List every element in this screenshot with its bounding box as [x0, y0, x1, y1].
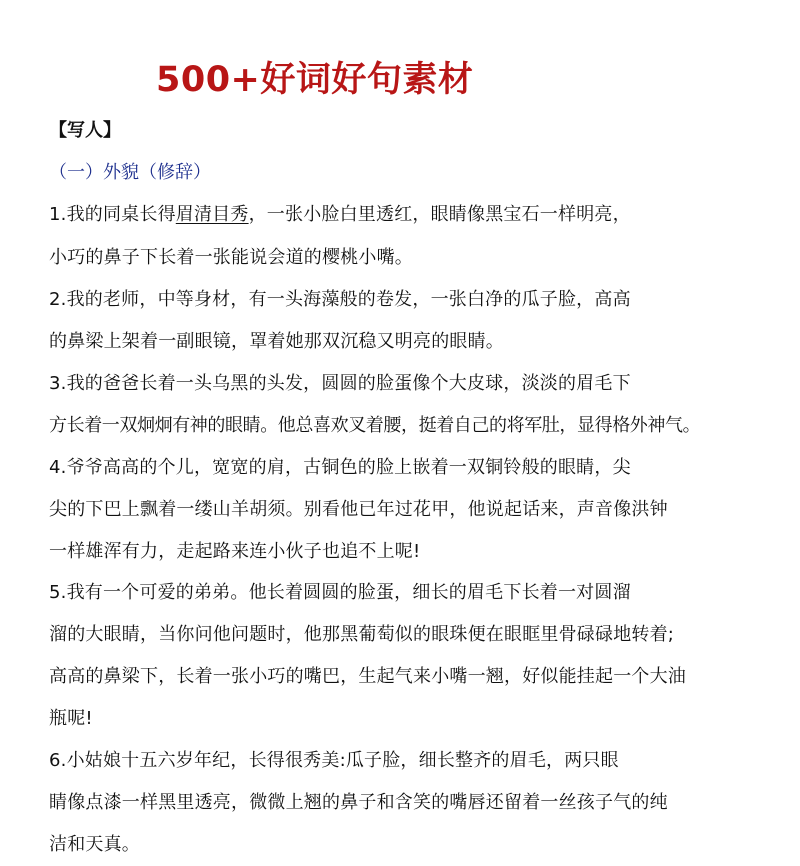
section-label: 【写人】 — [49, 120, 121, 141]
item-5-line-2: 溜的大眼睛，当你问他问题时，他那黑葡萄似的眼珠便在眼眶里骨碌碌地转着; — [49, 624, 675, 645]
underlined-phrase: 眉清目秀 — [175, 204, 249, 225]
item-4-line-3: 一样雄浑有力，走起路来连小伙子也追不上呢! — [49, 541, 421, 562]
item-3-line-1: 3.我的爸爸长着一头乌黑的头发，圆圆的脸蛋像个大皮球，淡淡的眉毛下 — [49, 373, 631, 394]
subsection-label: （一）外貌（修辞） — [49, 162, 211, 183]
item-1-line-1-suffix: ，一张小脸白里透红，眼睛像黑宝石一样明亮， — [248, 204, 631, 225]
item-6-line-2: 睛像点漆一样黑里透亮，微微上翘的鼻子和含笑的嘴唇还留着一丝孩子气的纯 — [49, 792, 668, 813]
item-2-line-1: 2.我的老师，中等身材，有一头海藻般的卷发，一张白净的瓜子脸，高高 — [49, 289, 631, 310]
item-1-line-1 — [49, 202, 631, 228]
item-2-line-2: 的鼻梁上架着一副眼镜，罩着她那双沉稳又明亮的眼睛。 — [49, 331, 504, 352]
item-5-line-1: 5.我有一个可爱的弟弟。他长着圆圆的脸蛋，细长的眉毛下长着一对圆溜 — [49, 582, 631, 603]
item-5-line-3: 高高的鼻梁下，长着一张小巧的嘴巴，生起气来小嘴一翘，好似能挂起一个大油 — [49, 666, 686, 687]
item-4-line-1: 4.爷爷高高的个儿，宽宽的肩，古铜色的脸上嵌着一双铜铃般的眼睛，尖 — [49, 457, 631, 478]
item-6-line-1: 6.小姑娘十五六岁年纪，长得很秀美:瓜子脸，细长整齐的眉毛，两只眼 — [49, 750, 619, 771]
item-3-line-2: 方长着一双炯炯有神的眼睛。他总喜欢叉着腰，挺着自己的将军肚，显得格外神气。 — [49, 415, 701, 436]
item-1-line-1-prefix: 1.我的同桌长得 — [49, 204, 176, 225]
item-4-line-2: 尖的下巴上飘着一缕山羊胡须。别看他已年过花甲，他说起话来，声音像洪钟 — [49, 499, 668, 520]
item-1-line-2: 小巧的鼻子下长着一张能说会道的樱桃小嘴。 — [49, 247, 413, 268]
page-title: 500+好词好句素材 — [156, 60, 474, 100]
item-5-line-4: 瓶呢! — [49, 708, 93, 729]
item-6-line-3: 洁和天真。 — [49, 834, 140, 855]
